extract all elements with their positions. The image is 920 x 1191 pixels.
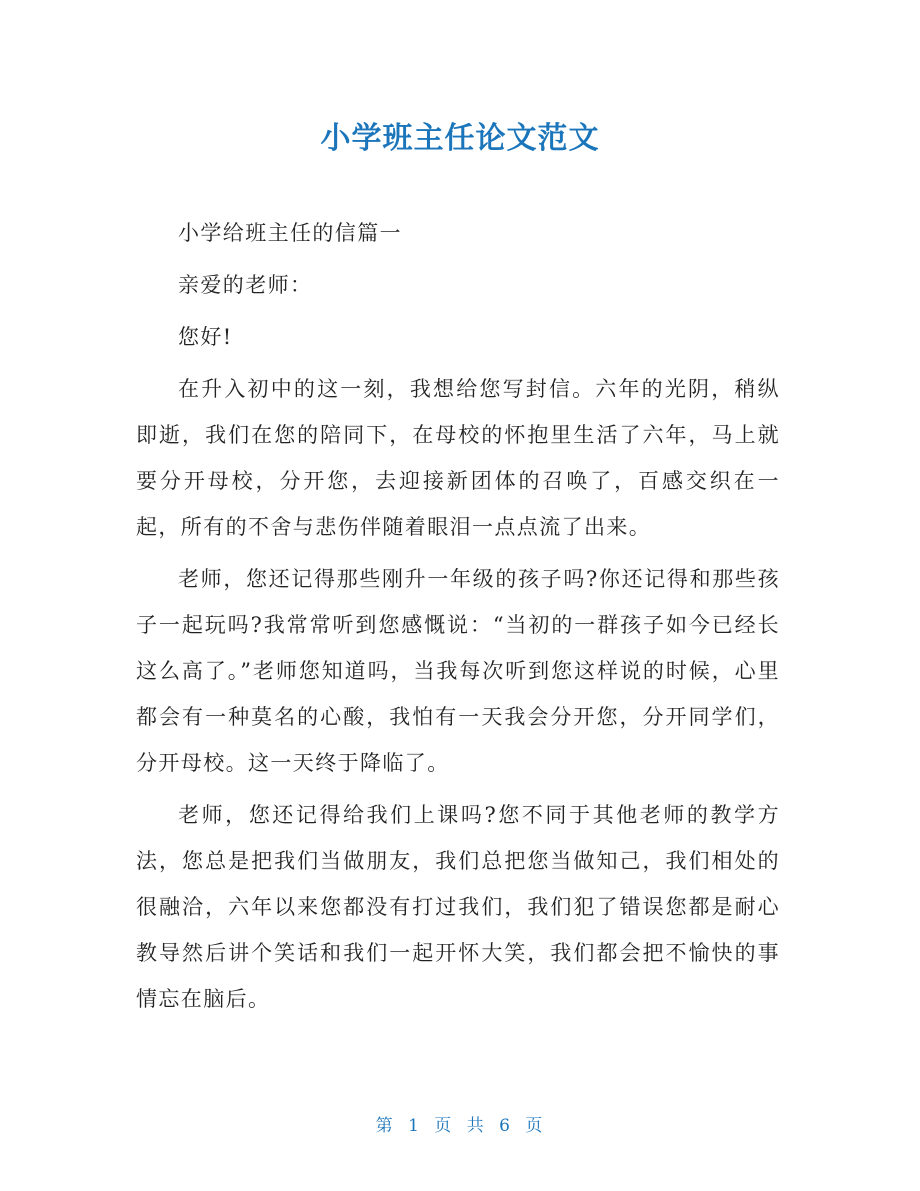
paragraph-body-1: 在升入初中的这一刻，我想给您写封信。六年的光阴，稍纵即逝，我们在您的陪同下，在母校的怀抱里生活了六年，马上就要分开母校，分开您，去迎接新团体的召唤了，百感交织在一起，所有的不舍与悲伤伴随着眼泪一点点流了出来。	[136, 377, 780, 539]
document-body	[136, 210, 780, 1028]
page-title: 小学班主任论文范文	[320, 121, 600, 156]
paragraph-greeting: 您好!	[178, 325, 233, 349]
paragraph-body-3: 老师，您还记得给我们上课吗?您不同于其他老师的教学方法，您总是把我们当做朋友，我们总把您当做知己，我们相处的很融洽，六年以来您都没有打过我们，我们犯了错误您都是耐心教导然后讲个笑话和我们一起开怀大笑，我们都会把不愉快的事情忘在脑后。	[136, 803, 780, 1011]
page-number-footer: 第 1 页 共 6 页	[375, 1116, 545, 1136]
paragraph-body-2: 老师，您还记得那些刚升一年级的孩子吗?你还记得和那些孩子一起玩吗?我常常听到您感慨说：“当初的一群孩子如今已经长这么高了。”老师您知道吗，当我每次听到您这样说的时候，心里都会有一种莫名的心酸，我怕有一天我会分开您，分开同学们，分开母校。这一天终于降临了。	[136, 567, 780, 775]
paragraph-salutation: 亲爱的老师：	[178, 273, 313, 297]
paragraph-heading: 小学给班主任的信篇一	[178, 221, 402, 245]
